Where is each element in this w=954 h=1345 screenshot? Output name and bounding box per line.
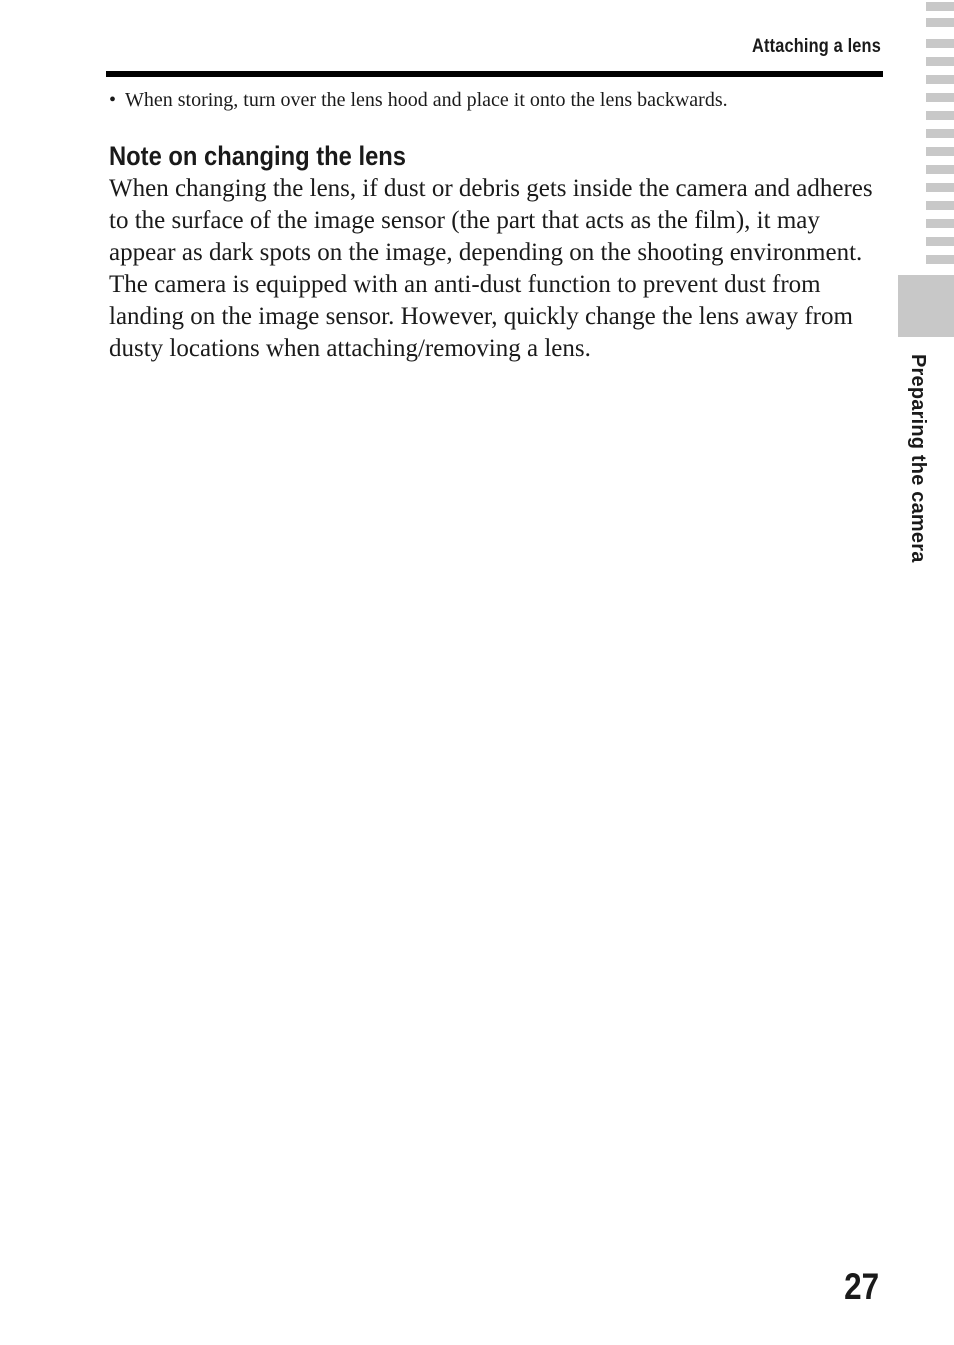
- side-tab-stripe: [926, 75, 954, 84]
- header-section-title: Attaching a lens: [752, 36, 881, 57]
- page-number: 27: [844, 1266, 879, 1307]
- side-tab-stripe: [926, 18, 954, 27]
- side-tab-stripe: [926, 129, 954, 138]
- side-tab-stripe: [926, 39, 954, 48]
- side-tab-active: [898, 275, 954, 337]
- side-tab-stripe: [926, 57, 954, 66]
- side-tab-label: Preparing the camera: [907, 354, 929, 563]
- side-tab-stripe: [926, 219, 954, 228]
- side-tab-index: [926, 0, 954, 270]
- side-tab-stripe: [926, 237, 954, 246]
- note-body: [109, 173, 889, 365]
- side-tab-stripe: [926, 201, 954, 210]
- bullet-marker: •: [109, 89, 117, 111]
- side-tab-stripe: [926, 183, 954, 192]
- header-rule: [106, 71, 883, 77]
- side-tab-stripe: [926, 165, 954, 174]
- side-tab-stripe: [926, 147, 954, 156]
- side-tab-stripe: [926, 2, 954, 11]
- side-tab-stripe: [926, 93, 954, 102]
- note-paragraph-2: The camera is equipped with an anti-dust function to prevent dust from landing on the image sensor. However, quickly change the lens away from dusty locations when attaching/removing a lens.: [109, 271, 853, 362]
- side-tab-stripe: [926, 255, 954, 264]
- section-heading: Note on changing the lens: [109, 141, 407, 171]
- side-tab-stripe: [926, 111, 954, 120]
- bullet-text: When storing, turn over the lens hood and place it onto the lens backwards.: [125, 89, 728, 111]
- note-paragraph-1: When changing the lens, if dust or debris gets inside the camera and adheres to the surface of the image sensor (the part that acts as the film), it may appear as dark spots on the image, depending on the shooting environment.: [109, 175, 873, 266]
- bullet-item: [109, 87, 728, 113]
